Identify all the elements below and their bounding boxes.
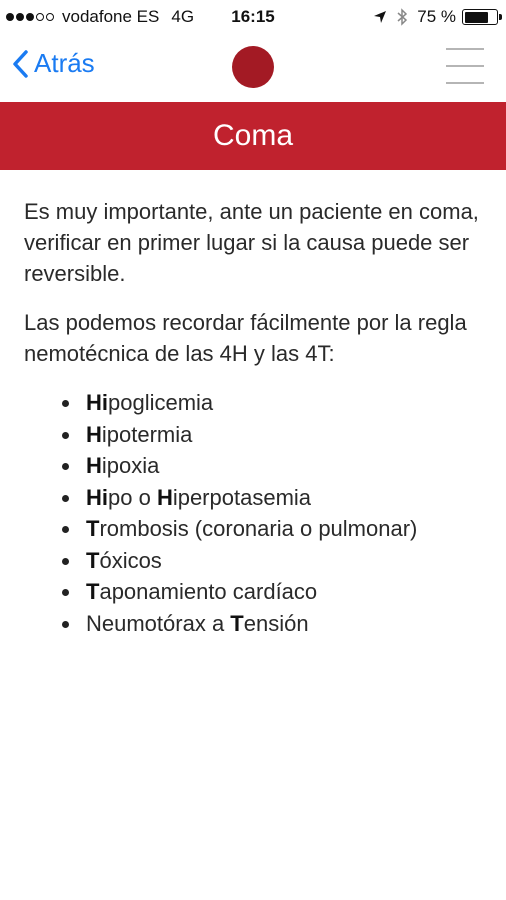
list-item xyxy=(62,545,494,577)
list-item xyxy=(62,608,494,640)
bold-initial: H xyxy=(156,484,173,510)
carrier-name: vodafone ES xyxy=(62,7,160,26)
list-item xyxy=(62,450,494,482)
item-text: Neumotórax a xyxy=(86,610,231,636)
list-item xyxy=(62,576,494,608)
chevron-left-icon xyxy=(12,50,28,78)
list-item xyxy=(62,387,494,419)
mnemonic-paragraph: Las podemos recordar fácilmente por la regla nemotécnica de las 4H y las 4T: xyxy=(24,310,467,366)
location-arrow-icon xyxy=(373,10,387,24)
page-title-bar xyxy=(0,102,506,170)
article-content xyxy=(24,196,494,639)
menu-line-icon xyxy=(446,48,484,50)
back-button[interactable] xyxy=(12,48,95,79)
item-text: ensión xyxy=(243,610,309,636)
item-text: rombosis (coronaria o pulmonar) xyxy=(99,516,418,541)
battery-icon xyxy=(462,9,498,25)
page-title: Coma xyxy=(212,119,294,152)
back-button-label: Atrás xyxy=(34,48,95,78)
item-text: ipoxia xyxy=(101,453,160,478)
menu-line-icon xyxy=(446,82,484,84)
status-right xyxy=(373,7,498,27)
status-bar xyxy=(0,0,506,34)
item-text: óxicos xyxy=(99,547,162,573)
list-item xyxy=(62,419,494,451)
causes-list xyxy=(62,387,494,639)
list-item xyxy=(62,513,494,545)
item-text: po o xyxy=(108,484,157,510)
navigation-bar xyxy=(0,34,506,102)
bluetooth-icon xyxy=(395,8,409,26)
bold-initial: H xyxy=(86,453,102,478)
list-item xyxy=(62,482,494,514)
bold-initial: T xyxy=(86,516,100,541)
bold-initial: T xyxy=(86,579,100,604)
status-time: 16:15 xyxy=(231,7,275,26)
bold-initial: T xyxy=(230,610,244,636)
bold-initial: Hi xyxy=(86,484,108,510)
item-text: ipotermia xyxy=(101,421,193,447)
item-text: aponamiento cardíaco xyxy=(99,579,318,604)
menu-line-icon xyxy=(446,65,484,67)
battery-percentage: 75 % xyxy=(417,7,456,26)
intro-paragraph: Es muy importante, ante un paciente en coma, verificar en primer lugar si la causa puede ser reversible. xyxy=(24,199,479,286)
item-text: poglicemia xyxy=(108,390,214,415)
menu-button[interactable] xyxy=(446,46,484,86)
bold-initial: H xyxy=(86,421,102,447)
bold-initial: Hi xyxy=(86,390,108,415)
app-logo xyxy=(232,46,274,88)
battery-tip xyxy=(499,14,502,20)
bold-initial: T xyxy=(86,547,100,573)
item-text: iperpotasemia xyxy=(172,484,312,510)
battery-fill xyxy=(465,12,488,23)
network-type: 4G xyxy=(171,7,195,26)
